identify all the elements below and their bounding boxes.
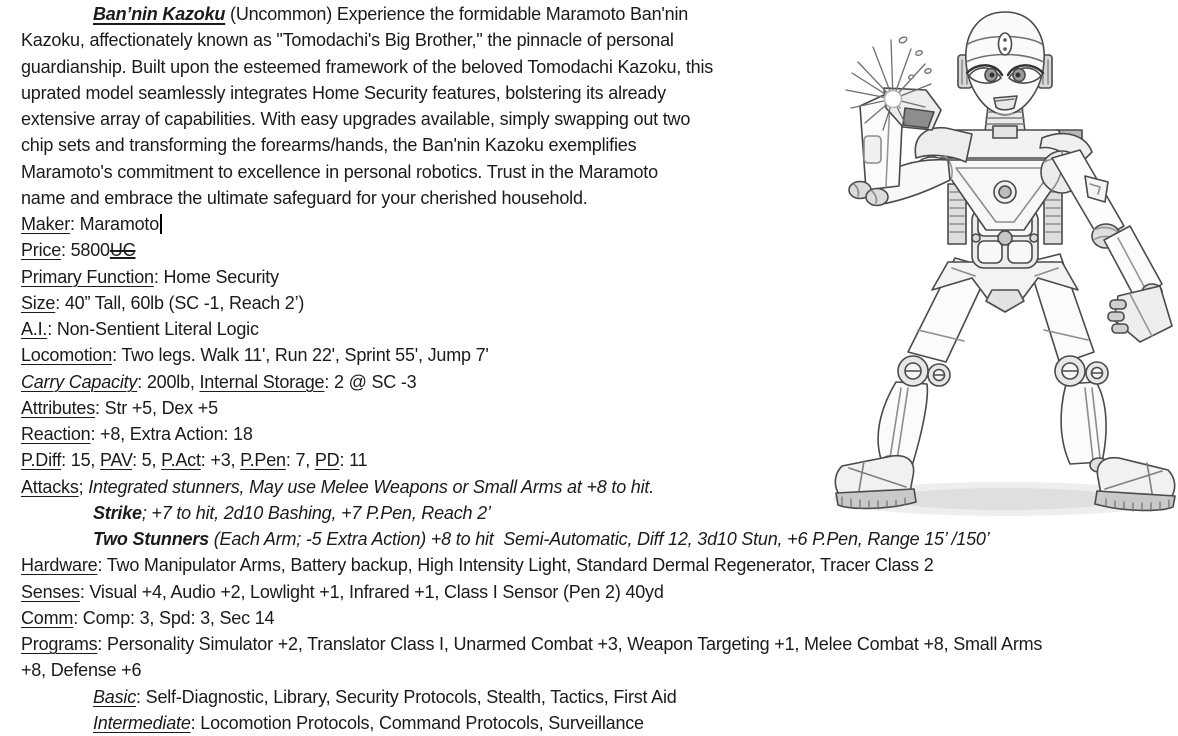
programs-intermediate	[21, 710, 1178, 736]
stat-value: : 5800	[61, 240, 110, 261]
stat-label: Intermediate	[93, 712, 191, 733]
stat-programs-continued	[21, 657, 1178, 683]
stat-value: : 15,	[61, 450, 100, 471]
stat-label: PAV	[100, 450, 133, 471]
programs-basic	[21, 684, 1178, 710]
stat-value: : Visual +4, Audio +2, Lowlight +1, Infrared +1, Class I Sensor (Pen 2) 40yd	[79, 581, 664, 602]
description-text: extensive array of capabilities. With easy upgrades available, simply swapping out two	[21, 109, 691, 129]
text-cursor	[160, 214, 162, 234]
stat-value: : Locomotion Protocols, Command Protocols, Surveillance	[190, 712, 644, 733]
stat-comm	[21, 605, 1178, 631]
stat-value: : Two Manipulator Arms, Battery backup, High Intensity Light, Standard Dermal Regenerator, Tracer Class 2	[97, 555, 934, 576]
stat-label: Carry Capacity	[21, 371, 138, 392]
stat-label: Comm	[21, 607, 74, 628]
stat-value: : Two legs. Walk 11', Run 22', Sprint 55', Jump 7'	[112, 345, 489, 366]
attack-detail: ; +7 to hit, 2d10 Bashing, +7 P.Pen, Reach 2’	[141, 502, 491, 523]
stat-label: P.Diff	[21, 450, 62, 471]
currency-code: UC	[109, 240, 136, 261]
stat-label: Size	[21, 292, 56, 313]
stat-value: : Non-Sentient Literal Logic	[47, 319, 259, 339]
stat-value: : Self-Diagnostic, Library, Security Protocols, Stealth, Tactics, First Aid	[136, 686, 677, 707]
stat-value: : Maramoto	[70, 214, 160, 234]
stat-value: : 200lb,	[137, 371, 200, 392]
stat-label: Senses	[21, 581, 80, 602]
attack-detail: (Each Arm; -5 Extra Action) +8 to hit Semi-Automatic, Diff 12, 3d10 Stun, +6 P.Pen, Range 15’ /150’	[208, 529, 990, 549]
stat-label: Reaction	[21, 424, 91, 444]
stat-label: Programs	[21, 634, 98, 654]
stat-label: Hardware	[21, 555, 98, 576]
stat-value: : 7,	[285, 450, 315, 471]
description-text: (Uncommon) Experience the formidable Maramoto Ban'nin	[225, 4, 689, 24]
stat-label: Basic	[93, 686, 137, 707]
stat-label: A.I.	[21, 319, 48, 339]
stat-label: P.Pen	[240, 450, 286, 471]
description-text: Maramoto's commitment to excellence in personal robotics. Trust in the Maramoto	[21, 161, 658, 182]
robot-title: Ban’nin Kazoku	[93, 4, 226, 24]
attack-name: Strike	[93, 502, 142, 523]
stat-hardware	[21, 552, 1178, 578]
description-text: uprated model seamlessly integrates Home Security features, bolstering its already	[21, 82, 666, 103]
stat-senses	[21, 579, 1178, 605]
stat-value: : +8, Extra Action: 18	[90, 424, 253, 444]
stat-value: : 5,	[132, 450, 162, 471]
stat-value: : Str +5, Dex +5	[95, 397, 218, 418]
stat-value: : 11	[339, 450, 368, 471]
description-text: name and embrace the ultimate safeguard for your cherished household.	[21, 187, 588, 208]
stat-label: PD	[314, 450, 340, 471]
stat-value: Integrated stunners, May use Melee Weapons or Small Arms at +8 to hit.	[83, 476, 655, 497]
stat-label: Primary Function	[21, 266, 154, 287]
stat-value: : Personality Simulator +2, Translator Class I, Unarmed Combat +3, Weapon Targeting +1, Melee Combat +8, Small Arms	[97, 634, 1043, 654]
stat-label: Locomotion	[21, 345, 113, 366]
stat-value: : 40” Tall, 60lb (SC -1, Reach 2’)	[55, 292, 305, 313]
stat-label: P.Act	[161, 450, 201, 471]
attack-name: Two Stunners	[93, 529, 209, 549]
description-text: guardianship. Built upon the esteemed framework of the beloved Tomodachi Kazoku, this	[21, 56, 714, 77]
stat-label: Internal Storage	[199, 371, 325, 392]
description-text: Kazoku, affectionately known as "Tomodachi's Big Brother," the pinnacle of personal	[21, 30, 674, 51]
robot-head	[958, 12, 1052, 115]
stat-programs	[21, 631, 1178, 657]
stat-separator: ;	[78, 476, 84, 497]
stat-value: : 2 @ SC -3	[324, 371, 417, 392]
stat-value: +8, Defense +6	[21, 660, 142, 681]
stat-value: : +3,	[200, 450, 241, 471]
attack-two-stunners	[21, 526, 1178, 552]
stat-label: Price	[21, 240, 62, 261]
robot-sketch-image	[820, 0, 1178, 525]
stat-value: : Comp: 3, Spd: 3, Sec 14	[73, 607, 275, 628]
stat-label: Maker	[21, 214, 71, 234]
stat-label: Attributes	[21, 397, 96, 418]
stat-label: Attacks	[21, 476, 79, 497]
stat-value: : Home Security	[153, 266, 279, 287]
description-text: chip sets and transforming the forearms/hands, the Ban'nin Kazoku exemplifies	[21, 135, 637, 156]
